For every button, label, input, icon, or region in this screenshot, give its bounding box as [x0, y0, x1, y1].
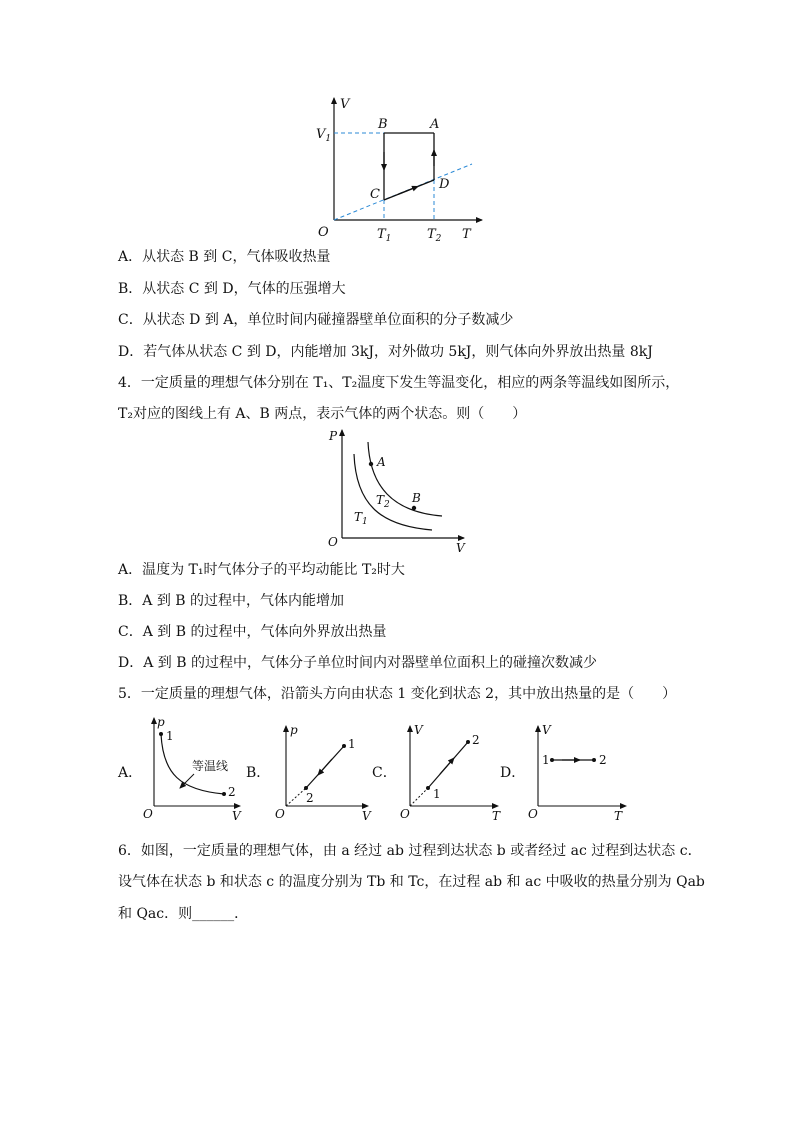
q4-stem-line1: 4．一定质量的理想气体分别在 T₁、T₂温度下发生等温变化，相应的两条等温线如图所示，: [118, 375, 680, 391]
v-axis-label: V: [542, 724, 551, 737]
state-2-label: 2: [306, 791, 314, 805]
state-d-label: D: [439, 177, 450, 192]
q4-option-c: C．A 到 B 的过程中，气体向外界放出热量: [118, 624, 387, 640]
state-b-label: B: [412, 491, 421, 505]
p-axis-label: P: [329, 429, 338, 443]
state-a-point: [369, 462, 373, 466]
state-a-label: A: [377, 455, 386, 469]
t2-label: $T_2$: [376, 493, 390, 510]
origin-label: O: [328, 535, 338, 549]
v-axis-label: V: [414, 724, 423, 737]
isotherm-label: 等温线: [192, 759, 229, 773]
q4-option-d: D．A 到 B 的过程中，气体分子单位时间内对器壁单位面积上的碰撞次数减少: [118, 655, 597, 671]
state-1-label: 1: [348, 737, 356, 751]
t-axis-label: T: [614, 809, 623, 823]
state-a-label: A: [430, 117, 440, 132]
pv-isotherm-diagram: [322, 426, 472, 556]
q5-stem: 5．一定质量的理想气体，沿箭头方向由状态 1 变化到状态 2，其中放出热量的是（ ）: [118, 686, 677, 702]
q4-option-b: B．A 到 B 的过程中，气体内能增加: [118, 593, 345, 609]
v-axis-label: V: [456, 541, 465, 555]
q3-option-b: B．从状态 C 到 D，气体的压强增大: [118, 281, 346, 297]
process-arrow: [318, 759, 332, 775]
origin-label: O: [318, 225, 329, 240]
q5-label-c: C．: [372, 765, 397, 781]
state-b-label: B: [378, 117, 388, 132]
v-axis-label: V: [362, 809, 371, 823]
q3-option-c: C．从状态 D 到 A，单位时间内碰撞器壁单位面积的分子数减少: [118, 312, 514, 328]
origin-label: O: [400, 807, 410, 821]
q5-label-b: B．: [246, 765, 271, 781]
v1-label: $V_1$: [316, 127, 332, 144]
p-axis-label: p: [290, 724, 298, 737]
process-arrow: [440, 758, 454, 774]
state-c-label: C: [370, 187, 380, 202]
state-2-label: 2: [228, 785, 236, 799]
t1-label: $T_1$: [377, 227, 392, 242]
q6-line3: 和 Qac．则______．: [118, 906, 249, 922]
state-1-label: 1: [433, 787, 441, 801]
q5-graph-b: [272, 724, 372, 824]
q5-graph-c: [398, 724, 502, 824]
origin-label: O: [143, 807, 153, 821]
state-1-label: 1: [542, 753, 550, 767]
origin-label: O: [528, 807, 538, 821]
q3-option-d: D．若气体从状态 C 到 D，内能增加 3kJ，对外做功 5kJ，则气体向外界放出热量 8kJ: [118, 344, 653, 360]
origin-label: O: [275, 807, 285, 821]
state-2-point: [592, 758, 596, 762]
t-axis-label: T: [492, 809, 501, 823]
q5-graph-a: [140, 714, 244, 824]
state-2-point: [222, 792, 226, 796]
vt-cycle-diagram: [300, 92, 500, 242]
t2-label: $T_2$: [427, 227, 442, 242]
v-axis-label: V: [340, 97, 350, 112]
isotherm-label-arrow: [180, 774, 194, 788]
t-axis-label: T: [462, 227, 471, 242]
dashed-extension: [410, 788, 428, 806]
state-1-point: [342, 744, 346, 748]
q3-option-a: A．从状态 B 到 C，气体吸收热量: [118, 249, 331, 265]
state-1-label: 1: [166, 729, 174, 743]
state-1-point: [550, 758, 554, 762]
state-1-point: [159, 732, 163, 736]
state-2-point: [304, 786, 308, 790]
state-2-label: 2: [599, 753, 607, 767]
q4-option-a: A．温度为 T₁时气体分子的平均动能比 T₂时大: [118, 562, 405, 578]
v-axis-label: V: [232, 809, 241, 823]
state-1-point: [426, 786, 430, 790]
dashed-extension: [286, 788, 306, 806]
arrow-cd: [398, 186, 418, 194]
q5-label-d: D．: [500, 765, 526, 781]
state-b-point: [412, 506, 416, 510]
state-2-point: [466, 740, 470, 744]
state-2-label: 2: [472, 733, 480, 747]
q5-graph-d: [526, 724, 630, 824]
q5-label-a: A．: [118, 765, 143, 781]
q4-stem-line2: T₂对应的图线上有 A、B 两点，表示气体的两个状态。则（ ）: [118, 406, 527, 422]
t1-label: $T_1$: [354, 510, 368, 527]
p-axis-label: p: [157, 715, 165, 729]
q6-line2: 设气体在状态 b 和状态 c 的温度分别为 Tb 和 Tc，在过程 ab 和 ac 中吸收的热量分别为 Qab: [118, 874, 705, 890]
q6-line1: 6．如图，一定质量的理想气体，由 a 经过 ab 过程到达状态 b 或者经过 ac 过程到达状态 c．: [118, 843, 702, 859]
